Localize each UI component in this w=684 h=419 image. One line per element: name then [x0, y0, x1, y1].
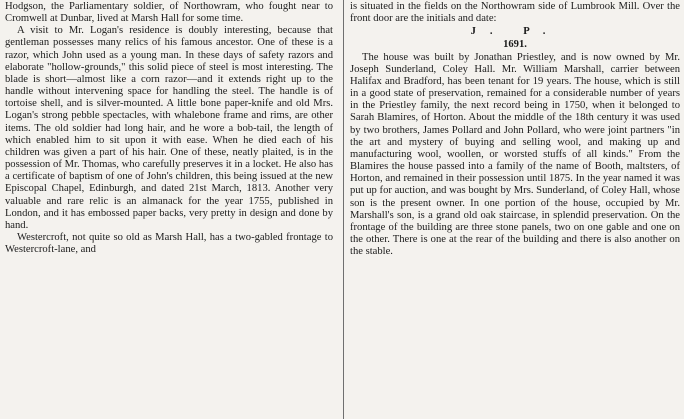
paragraph-westercroft: Westercroft, not quite so old as Marsh Hall, has a two-gabled frontage to Westercroft-lane, and: [5, 231, 333, 256]
right-column: [350, 1, 680, 258]
paragraph-house-history: The house was built by Jonathan Priestley, and is now owned by Mr. Joseph Sunderland, Coley Hall. Mr. William Marshall, carrier between Halifax and Bradford, has been tenant for 19 years. The house, which is still in a good state of preservation, remained for a considerable number of years in the Priestley family, the next record being in 1750, when it belonged to Sarah Blamires, of Horton. About the middle of the 18th century it was used by two brothers, James Pollard and John Pollard, who were joint partners "in the art and mystery of buying and selling wool, and making up and manufacturing wool, woollen, or worsted stuffs of all kinds." From the Blamires the house passed into a family of the name of Booth, maltsters, of Horton, and remained in their possession until 1875. In the year named it was put up for auction, and was bought by Mrs. Sunderland, of Coley Hall, whose son is the present owner. In one portion of the house, occupied by Mr. Marshall's son, is a grand old oak staircase, in splendid preservation. On the frontage of the building are three stone panels, two on one gable and one on the other. There is one at the rear of the building and there is also another on the stable.: [350, 51, 680, 258]
door-initials: J. P.: [470, 26, 560, 38]
paragraph-location: is situated in the fields on the Northowram side of Lumbrook Mill. Over the front door are the initials and date:: [350, 1, 680, 25]
paragraph-logan-relics: A visit to Mr. Logan's residence is doubly interesting, because that gentleman possesses many relics of his famous ancestor. One of these is a razor, which John used as a young man. In these days of safety razors and elaborate "hollow-grounds," this solid piece of steel is most interesting. The blade is short—almost like a corn razor—and it extends right up to the handle without intervening space for handling the steel. The handle is of tortoise shell, and is silver-mounted. A little bone paper-knife and old Mrs. Logan's strong pebble spectacles, with whalebone frame and rims, are other items. The old soldier had long hair, and he wore a bob-tail, the length of which enabled him to sit upon it with ease. When he died each of his children was given a part of his hair. One of these, neatly plaited, is in the possession of Mr. Thomas, who carefully preserves it in a locket. He also has a certificate of baptism of one of John's children, this being issued at the new Episcopal Chapel, Edinburgh, and dated 21st March, 1813. Another very valuable and rare relic is an almanack for the year 1755, published in London, and it has embossed paper backs, very pretty in design and done by hand.: [5, 25, 333, 231]
column-divider: [343, 0, 344, 419]
paragraph-hodgson: Hodgson, the Parliamentary soldier, of Northowram, who fought near to Cromwell at Dunbar, lived at Marsh Hall for some time.: [5, 1, 333, 25]
left-column: [5, 1, 333, 256]
door-date: 1691.: [503, 39, 527, 51]
